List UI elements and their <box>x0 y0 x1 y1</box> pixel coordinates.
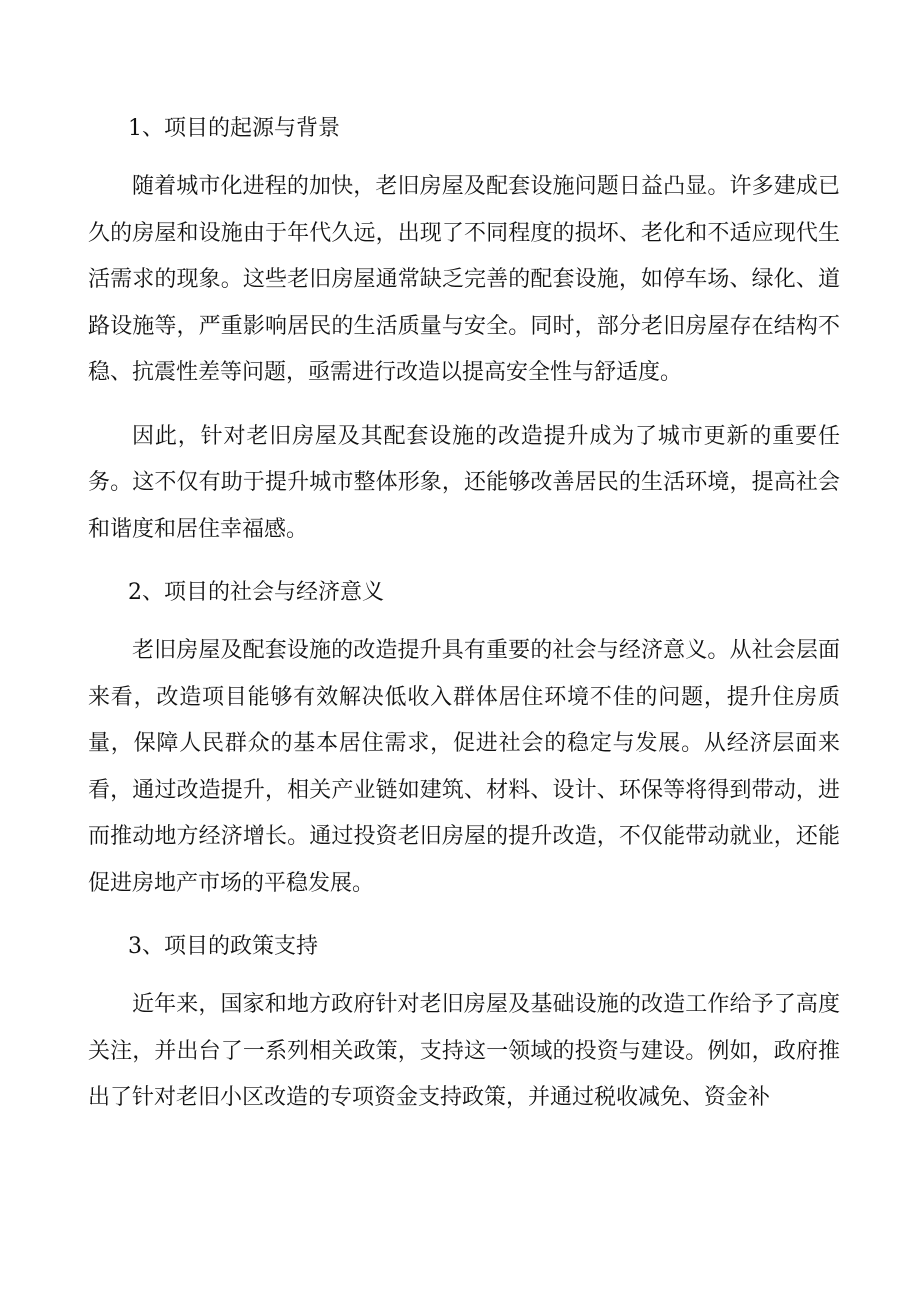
section-heading: 3、项目的政策支持 <box>128 934 318 959</box>
paragraph: 随着城市化进程的加快，老旧房屋及配套设施问题日益凸显。许多建成已久的房屋和设施由于年代久远，出现了不同程度的损坏、老化和不适应现代生活需求的现象。这些老旧房屋通常缺乏完善的配套设施，如停车场、绿化、道路设施等，严重影响居民的生活质量与安全。同时，部分老旧房屋存在结构不稳、抗震性差等问题，亟需进行改造以提高安全性与舒适度。 <box>88 174 840 385</box>
section-policy-support <box>88 924 840 1122</box>
section-heading: 1、项目的起源与背景 <box>128 116 340 141</box>
paragraph: 因此，针对老旧房屋及其配套设施的改造提升成为了城市更新的重要任务。这不仅有助于提升城市整体形象，还能够改善居民的生活环境，提高社会和谐度和居住幸福感。 <box>88 423 840 542</box>
section-origin-background <box>88 106 840 553</box>
section-social-economic-significance <box>88 570 840 907</box>
section-heading: 2、项目的社会与经济意义 <box>128 580 384 605</box>
document-body <box>88 106 840 1139</box>
paragraph: 近年来，国家和地方政府针对老旧房屋及基础设施的改造工作给予了高度关注，并出台了一系列相关政策，支持这一领域的投资与建设。例如，政府推出了针对老旧小区改造的专项资金支持政策，并通过税收减免、资金补 <box>88 992 840 1110</box>
paragraph: 老旧房屋及配套设施的改造提升具有重要的社会与经济意义。从社会层面来看，改造项目能够有效解决低收入群体居住环境不佳的问题，提升住房质量，保障人民群众的基本居住需求，促进社会的稳定与发展。从经济层面来看，通过改造提升，相关产业链如建筑、材料、设计、环保等将得到带动，进而推动地方经济增长。通过投资老旧房屋的提升改造，不仅能带动就业，还能促进房地产市场的平稳发展。 <box>88 638 840 896</box>
